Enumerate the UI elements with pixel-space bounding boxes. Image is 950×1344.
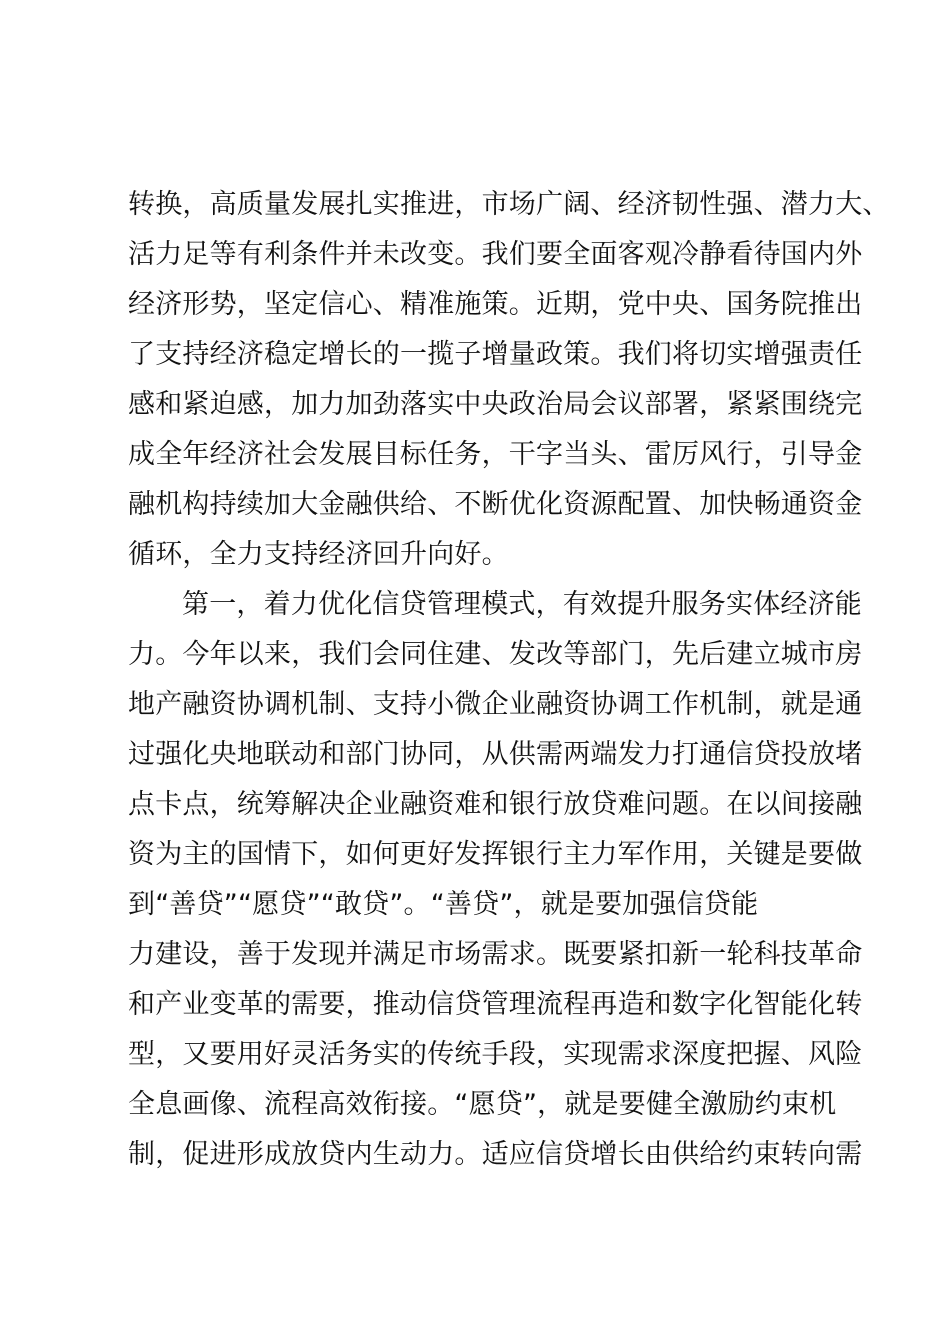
text-line: 地产融资协调机制、支持小微企业融资协调工作机制，就是通 [128,689,863,720]
text-line: 力。今年以来，我们会同住建、发改等部门，先后建立城市房 [128,639,863,670]
document-body [128,180,890,1180]
text-line: 融机构持续加大金融供给、不断优化资源配置、加快畅通资金 [128,489,863,520]
paragraph-first-line: 第一，着力优化信贷管理模式，有效提升服务实体经济能 [182,589,862,620]
text-line: 制，促进形成放贷内生动力。适应信贷增长由供给约束转向需 [128,1139,863,1170]
text-line: 资为主的国情下，如何更好发挥银行主力军作用，关键是要做 [128,839,863,870]
text-line: 活力足等有利条件并未改变。我们要全面客观冷静看待国内外 [128,239,863,270]
text-line: 型，又要用好灵活务实的传统手段，实现需求深度把握、风险 [128,1039,863,1070]
text-line: 到“善贷”“愿贷”“敢贷”。“善贷”，就是要加强信贷能 [128,889,759,920]
text-line: 感和紧迫感，加力加劲落实中央政治局会议部署，紧紧围绕完 [128,389,863,420]
text-line: 和产业变革的需要，推动信贷管理流程再造和数字化智能化转 [128,989,863,1020]
text-line: 循环，全力支持经济回升向好。 [128,539,509,570]
text-line: 力建设，善于发现并满足市场需求。既要紧扣新一轮科技革命 [128,939,863,970]
text-line: 点卡点，统筹解决企业融资难和银行放贷难问题。在以间接融 [128,789,863,820]
text-line: 经济形势，坚定信心、精准施策。近期，党中央、国务院推出 [128,289,863,320]
text-line: 过强化央地联动和部门协同，从供需两端发力打通信贷投放堵 [128,739,863,770]
text-line: 全息画像、流程高效衔接。“愿贷”，就是要健全激励约束机 [128,1089,837,1120]
text-line: 转换，高质量发展扎实推进，市场广阔、经济韧性强、潜力大、 [128,189,890,220]
text-line: 了支持经济稳定增长的一揽子增量政策。我们将切实增强责任 [128,339,863,370]
text-line: 成全年经济社会发展目标任务，干字当头、雷厉风行，引导金 [128,439,863,470]
